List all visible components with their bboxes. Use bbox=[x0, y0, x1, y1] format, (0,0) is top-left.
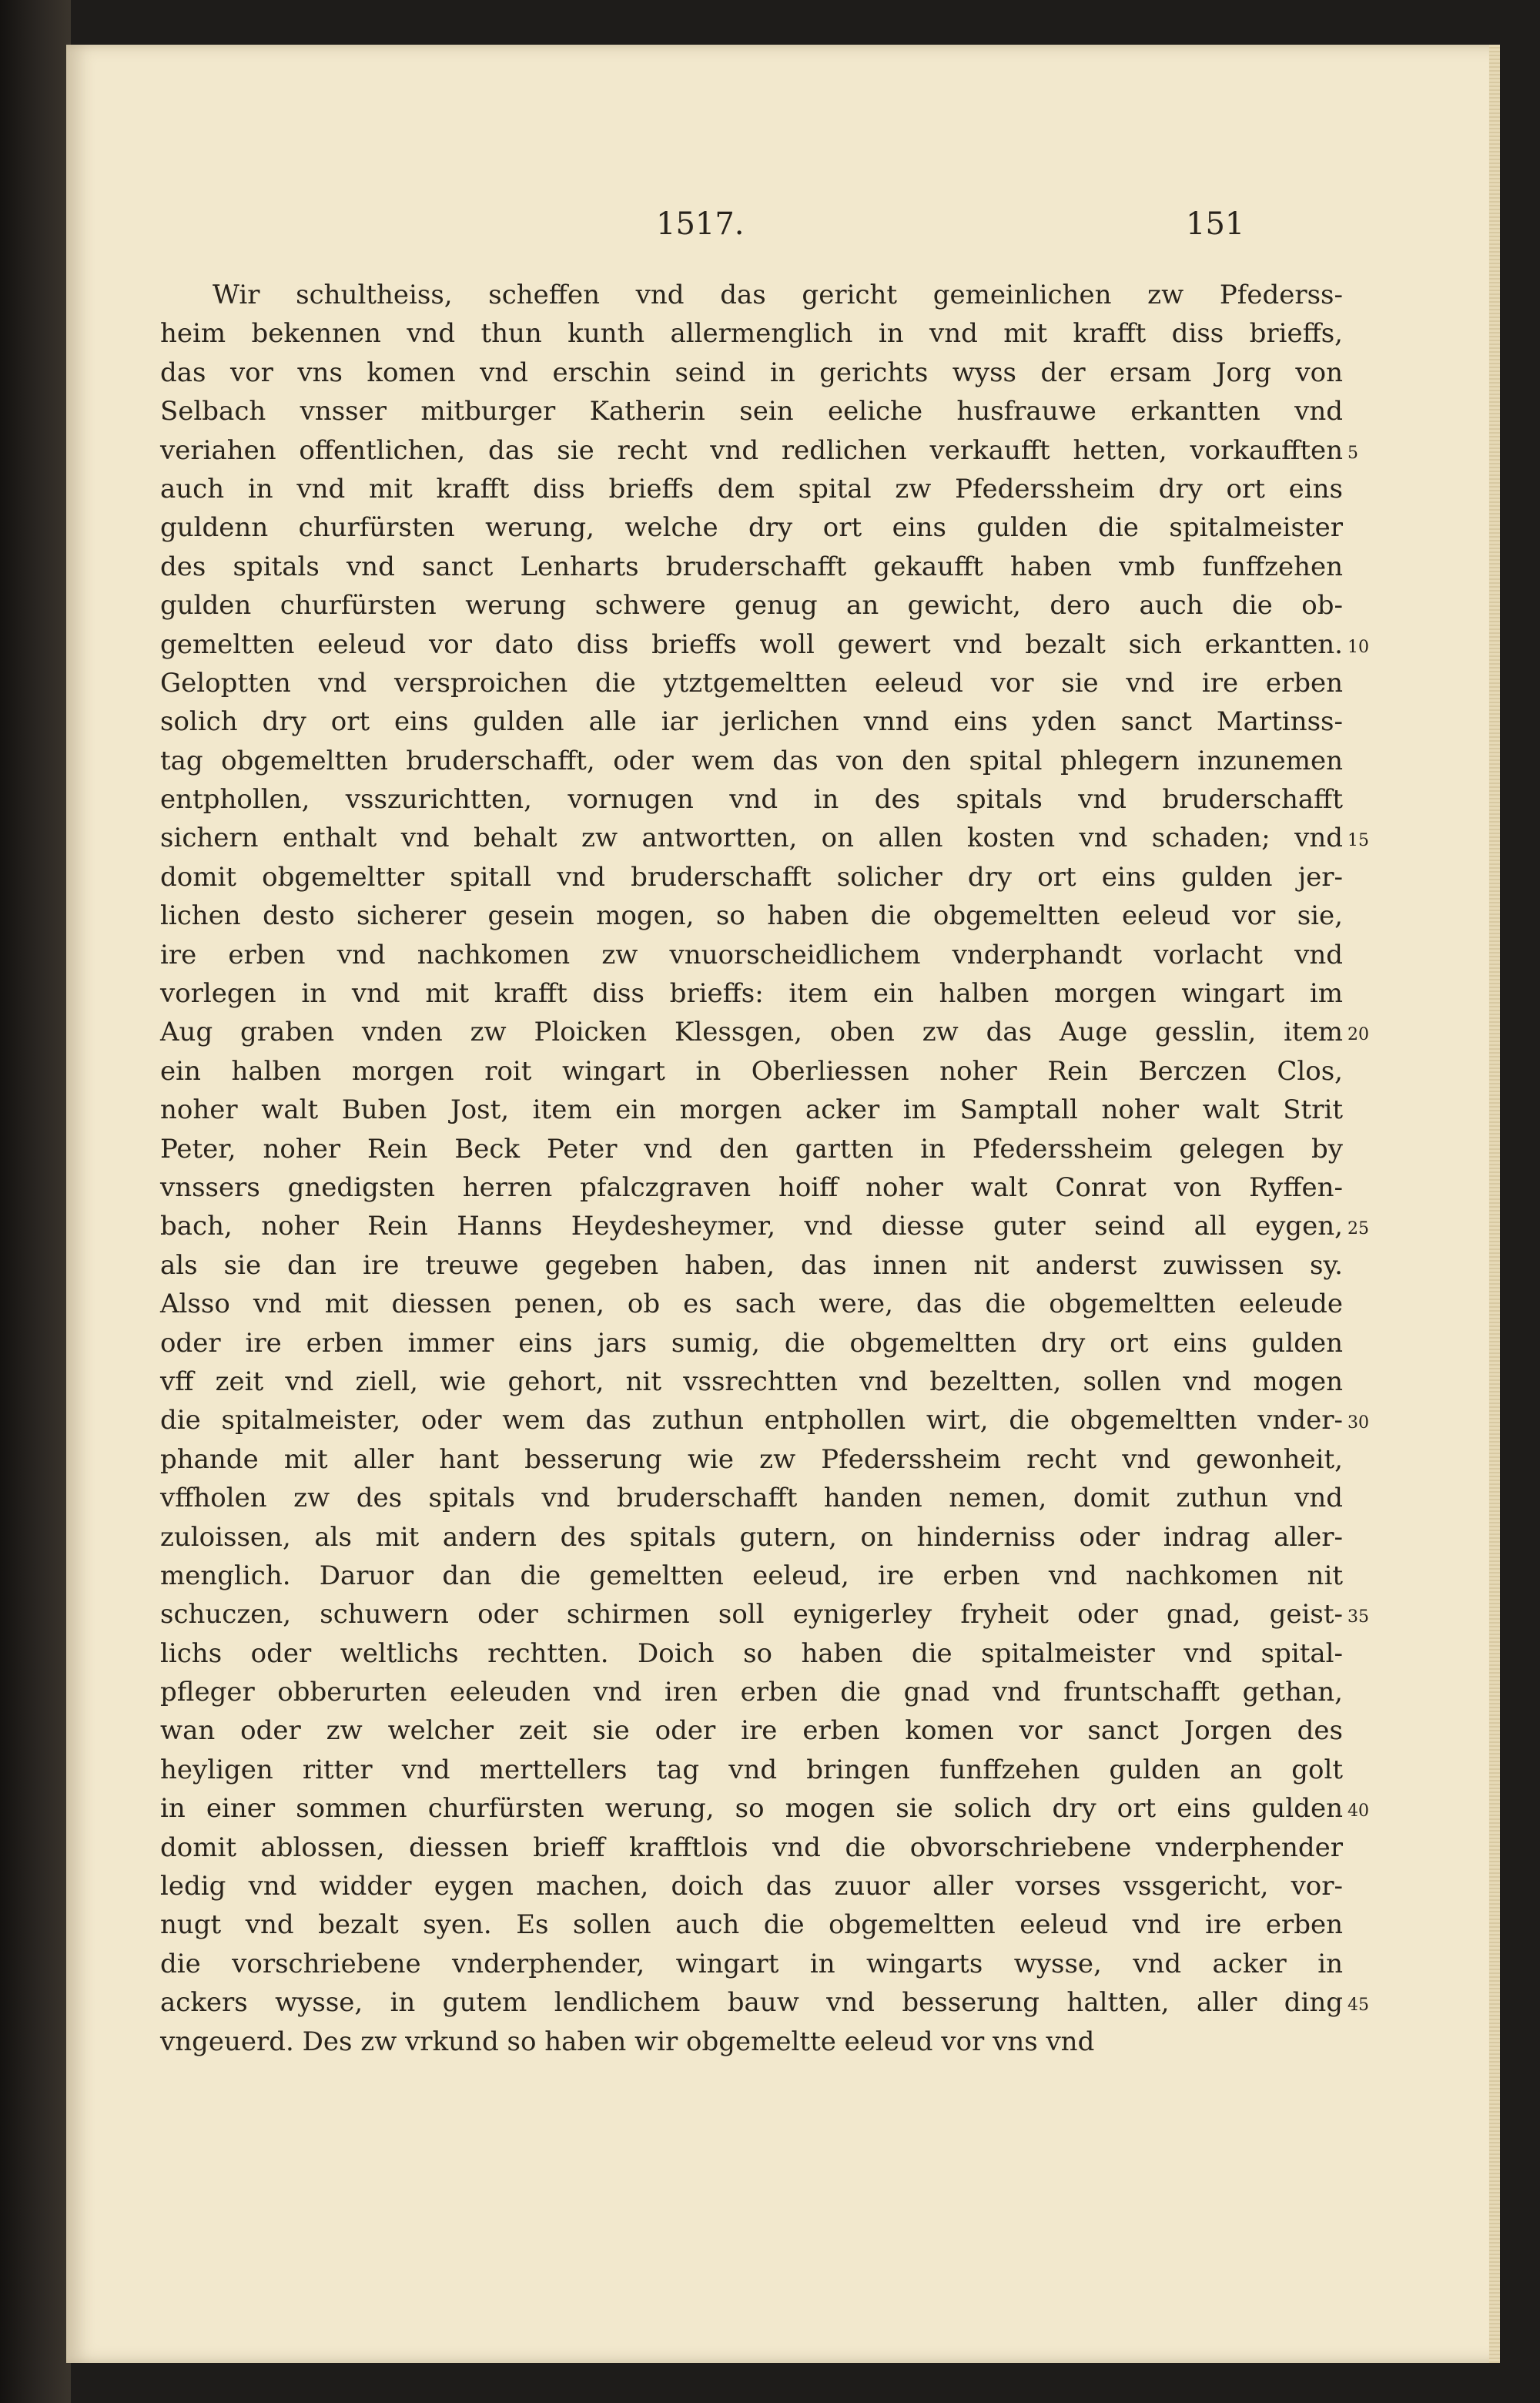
text-line-content: phande mit aller hant besserung wie zw Pfederssheim recht vnd gewonheit, bbox=[160, 1443, 1343, 1475]
text-line bbox=[160, 431, 1358, 470]
text-line-content: wan oder zw welcher zeit sie oder ire erben komen vor sanct Jorgen des bbox=[160, 1715, 1343, 1747]
text-line-content: zuloissen, als mit andern des spitals gutern, on hinderniss oder indrag aller- bbox=[160, 1521, 1343, 1553]
text-line bbox=[160, 1479, 1343, 1517]
text-line bbox=[160, 508, 1343, 547]
text-line-content: bach, noher Rein Hanns Heydesheymer, vnd diesse guter seind all eygen, bbox=[160, 1211, 1343, 1242]
running-header bbox=[66, 206, 1500, 260]
text-line-content: Geloptten vnd versproichen die ytztgemeltten eeleud vor sie vnd ire erben bbox=[160, 667, 1343, 699]
text-line-content: vffholen zw des spitals vnd bruderschafft handen nemen, domit zuthun vnd bbox=[160, 1483, 1343, 1514]
text-line-content: oder ire erben immer eins jars sumig, die obgemeltten dry ort eins gulden bbox=[160, 1327, 1343, 1359]
text-line bbox=[160, 664, 1343, 702]
page-edge bbox=[1489, 45, 1500, 2363]
text-line-content: vff zeit vnd ziell, wie gehort, nit vssrechtten vnd bezeltten, sollen vnd mogen bbox=[160, 1366, 1343, 1397]
book-spine bbox=[0, 0, 71, 2403]
text-line bbox=[160, 1557, 1343, 1595]
text-line-content: tag obgemeltten bruderschafft, oder wem das von den spital phlegern inzunemen bbox=[160, 745, 1343, 776]
text-line bbox=[160, 1789, 1369, 1828]
text-line-content: ire erben vnd nachkomen zw vnuorscheidlichem vnderphandt vorlacht vnd bbox=[160, 939, 1343, 970]
text-line-content: lichen desto sicherer gesein mogen, so haben die obgemeltten eeleud vor sie, bbox=[160, 900, 1343, 932]
text-line bbox=[160, 702, 1343, 741]
text-line bbox=[160, 625, 1369, 664]
line-number: 20 bbox=[1348, 1025, 1369, 1045]
text-line bbox=[160, 1168, 1343, 1207]
text-line bbox=[160, 354, 1343, 392]
text-line-content: das vor vns komen vnd erschin seind in gerichts wyss der ersam Jorg von bbox=[160, 357, 1343, 388]
text-line-content: ein halben morgen roit wingart in Oberliessen noher Rein Berczen Clos, bbox=[160, 1055, 1343, 1087]
text-line bbox=[160, 1595, 1369, 1634]
text-line bbox=[160, 1440, 1343, 1479]
page-number: 151 bbox=[1186, 206, 1245, 242]
text-line-content: des spitals vnd sanct Lenharts bruderschafft gekaufft haben vmb funffzehen bbox=[160, 551, 1343, 582]
text-line bbox=[160, 1983, 1369, 2022]
text-line bbox=[160, 548, 1343, 586]
text-line-content: Alsso vnd mit diessen penen, ob es sach were, das die obgemeltten eeleude bbox=[160, 1289, 1343, 1320]
text-line-content: auch in vnd mit krafft diss brieffs dem spital zw Pfederssheim dry ort eins bbox=[160, 473, 1343, 504]
text-line bbox=[160, 276, 1343, 314]
text-line-content: vorlegen in vnd mit krafft diss brieffs: item ein halben morgen wingart im bbox=[160, 978, 1343, 1010]
line-number: 45 bbox=[1348, 1996, 1369, 2016]
text-line-content: sichern enthalt vnd behalt zw antwortten, on allen kosten vnd schaden; vnd bbox=[160, 823, 1343, 854]
text-line-content: noher walt Buben Jost, item ein morgen acker im Samptall noher walt Strit bbox=[160, 1094, 1343, 1126]
text-line bbox=[160, 1246, 1343, 1285]
text-line bbox=[160, 1285, 1343, 1323]
text-line bbox=[160, 974, 1343, 1013]
text-line-content: heyligen ritter vnd merttellers tag vnd bringen funffzehen gulden an golt bbox=[160, 1754, 1343, 1785]
line-number: 30 bbox=[1348, 1413, 1369, 1433]
text-line bbox=[160, 780, 1343, 819]
text-line bbox=[160, 586, 1343, 625]
text-line bbox=[160, 742, 1343, 780]
text-line-content: ackers wysse, in gutem lendlichem bauw vnd besserung haltten, aller ding bbox=[160, 1987, 1343, 2019]
text-line-content: entphollen, vsszurichtten, vornugen vnd in des spitals vnd bruderschafft bbox=[160, 784, 1343, 816]
text-line-content: gulden churfürsten werung schwere genug an gewicht, dero auch die ob- bbox=[160, 590, 1343, 622]
text-line bbox=[160, 1362, 1343, 1401]
text-line bbox=[160, 1867, 1343, 1905]
text-line-content: nugt vnd bezalt syen. Es sollen auch die obgemeltten eeleud vnd ire erben bbox=[160, 1909, 1343, 1941]
text-line-content: vnssers gnedigsten herren pfalczgraven hoiff noher walt Conrat von Ryffen- bbox=[160, 1171, 1343, 1203]
text-line bbox=[160, 1130, 1343, 1168]
text-line-content: die vorschriebene vnderphender, wingart in wingarts wysse, vnd acker in bbox=[160, 1948, 1343, 1979]
line-number: 25 bbox=[1348, 1219, 1369, 1239]
text-line bbox=[160, 1905, 1343, 1944]
text-line bbox=[160, 1324, 1343, 1362]
text-line-content: solich dry ort eins gulden alle iar jerlichen vnnd eins yden sanct Martinss- bbox=[160, 706, 1343, 738]
text-line-content: domit ablossen, diessen brieff krafftlois vnd die obvorschriebene vnderphender bbox=[160, 1832, 1343, 1863]
text-line-content: menglich. Daruor dan die gemeltten eeleud, ire erben vnd nachkomen nit bbox=[160, 1560, 1343, 1591]
line-number: 5 bbox=[1348, 443, 1358, 463]
text-line bbox=[160, 314, 1343, 353]
text-line-content: vngeuerd. Des zw vrkund so haben wir obgemeltte eeleud vor vns vnd bbox=[160, 2026, 1095, 2057]
text-line-content: als sie dan ire treuwe gegeben haben, das innen nit anderst zuwissen sy. bbox=[160, 1249, 1343, 1281]
text-line-content: in einer sommen churfürsten werung, so mogen sie solich dry ort eins gulden bbox=[160, 1793, 1343, 1825]
text-line-content: Selbach vnsser mitburger Katherin sein eeliche husfrauwe erkantten vnd bbox=[160, 396, 1343, 427]
text-line-content: ledig vnd widder eygen machen, doich das zuuor aller vorses vssgericht, vor- bbox=[160, 1871, 1343, 1902]
text-line-content: lichs oder weltlichs rechtten. Doich so haben die spitalmeister vnd spital- bbox=[160, 1637, 1343, 1669]
line-number: 10 bbox=[1348, 637, 1369, 657]
text-line bbox=[160, 470, 1343, 508]
text-line-content: pfleger obberurten eeleuden vnd iren erben die gnad vnd fruntschafft gethan, bbox=[160, 1677, 1343, 1708]
body-text bbox=[160, 276, 1369, 2061]
text-line bbox=[160, 1013, 1369, 1051]
text-line-content: Wir schultheiss, scheffen vnd das gericht gemeinlichen zw Pfederss- bbox=[213, 280, 1343, 310]
text-line bbox=[160, 1091, 1343, 1129]
text-line-content: guldenn churfürsten werung, welche dry ort eins gulden die spitalmeister bbox=[160, 512, 1343, 544]
text-line-content: Aug graben vnden zw Ploicken Klessgen, oben zw das Auge gesslin, item bbox=[160, 1017, 1343, 1048]
text-line bbox=[160, 1052, 1343, 1091]
text-line-content: schuczen, schuwern oder schirmen soll eynigerley fryheit oder gnad, geist- bbox=[160, 1599, 1343, 1630]
text-line bbox=[160, 1945, 1343, 1983]
text-line-content: domit obgemeltter spitall vnd bruderschafft solicher dry ort eins gulden jer- bbox=[160, 861, 1343, 893]
text-line bbox=[160, 1673, 1343, 1711]
text-line bbox=[160, 858, 1343, 897]
text-line bbox=[160, 897, 1343, 935]
header-year: 1517. bbox=[656, 206, 745, 242]
text-line bbox=[160, 1207, 1369, 1245]
text-line bbox=[160, 1634, 1343, 1673]
text-line-content: die spitalmeister, oder wem das zuthun entphollen wirt, die obgemeltten vnder- bbox=[160, 1405, 1343, 1436]
text-line bbox=[160, 1711, 1343, 1750]
book-page bbox=[66, 45, 1500, 2363]
text-line bbox=[160, 1828, 1343, 1867]
text-line bbox=[160, 1518, 1343, 1557]
text-line bbox=[160, 392, 1343, 431]
text-line-content: Peter, noher Rein Beck Peter vnd den gartten in Pfederssheim gelegen by bbox=[160, 1133, 1343, 1165]
text-line-content: heim bekennen vnd thun kunth allermenglich in vnd mit krafft diss brieffs, bbox=[160, 318, 1343, 350]
line-number: 15 bbox=[1348, 831, 1369, 851]
text-line bbox=[160, 2023, 1343, 2061]
text-line bbox=[160, 1751, 1343, 1789]
text-line bbox=[160, 936, 1343, 974]
line-number: 35 bbox=[1348, 1607, 1369, 1627]
text-line bbox=[160, 819, 1369, 857]
text-line-content: gemeltten eeleud vor dato diss brieffs woll gewert vnd bezalt sich erkantten. bbox=[160, 628, 1343, 660]
text-line-content: veriahen offentlichen, das sie recht vnd redlichen verkaufft hetten, vorkaufften bbox=[160, 434, 1343, 466]
line-number: 40 bbox=[1348, 1801, 1369, 1822]
text-line bbox=[160, 1401, 1369, 1439]
